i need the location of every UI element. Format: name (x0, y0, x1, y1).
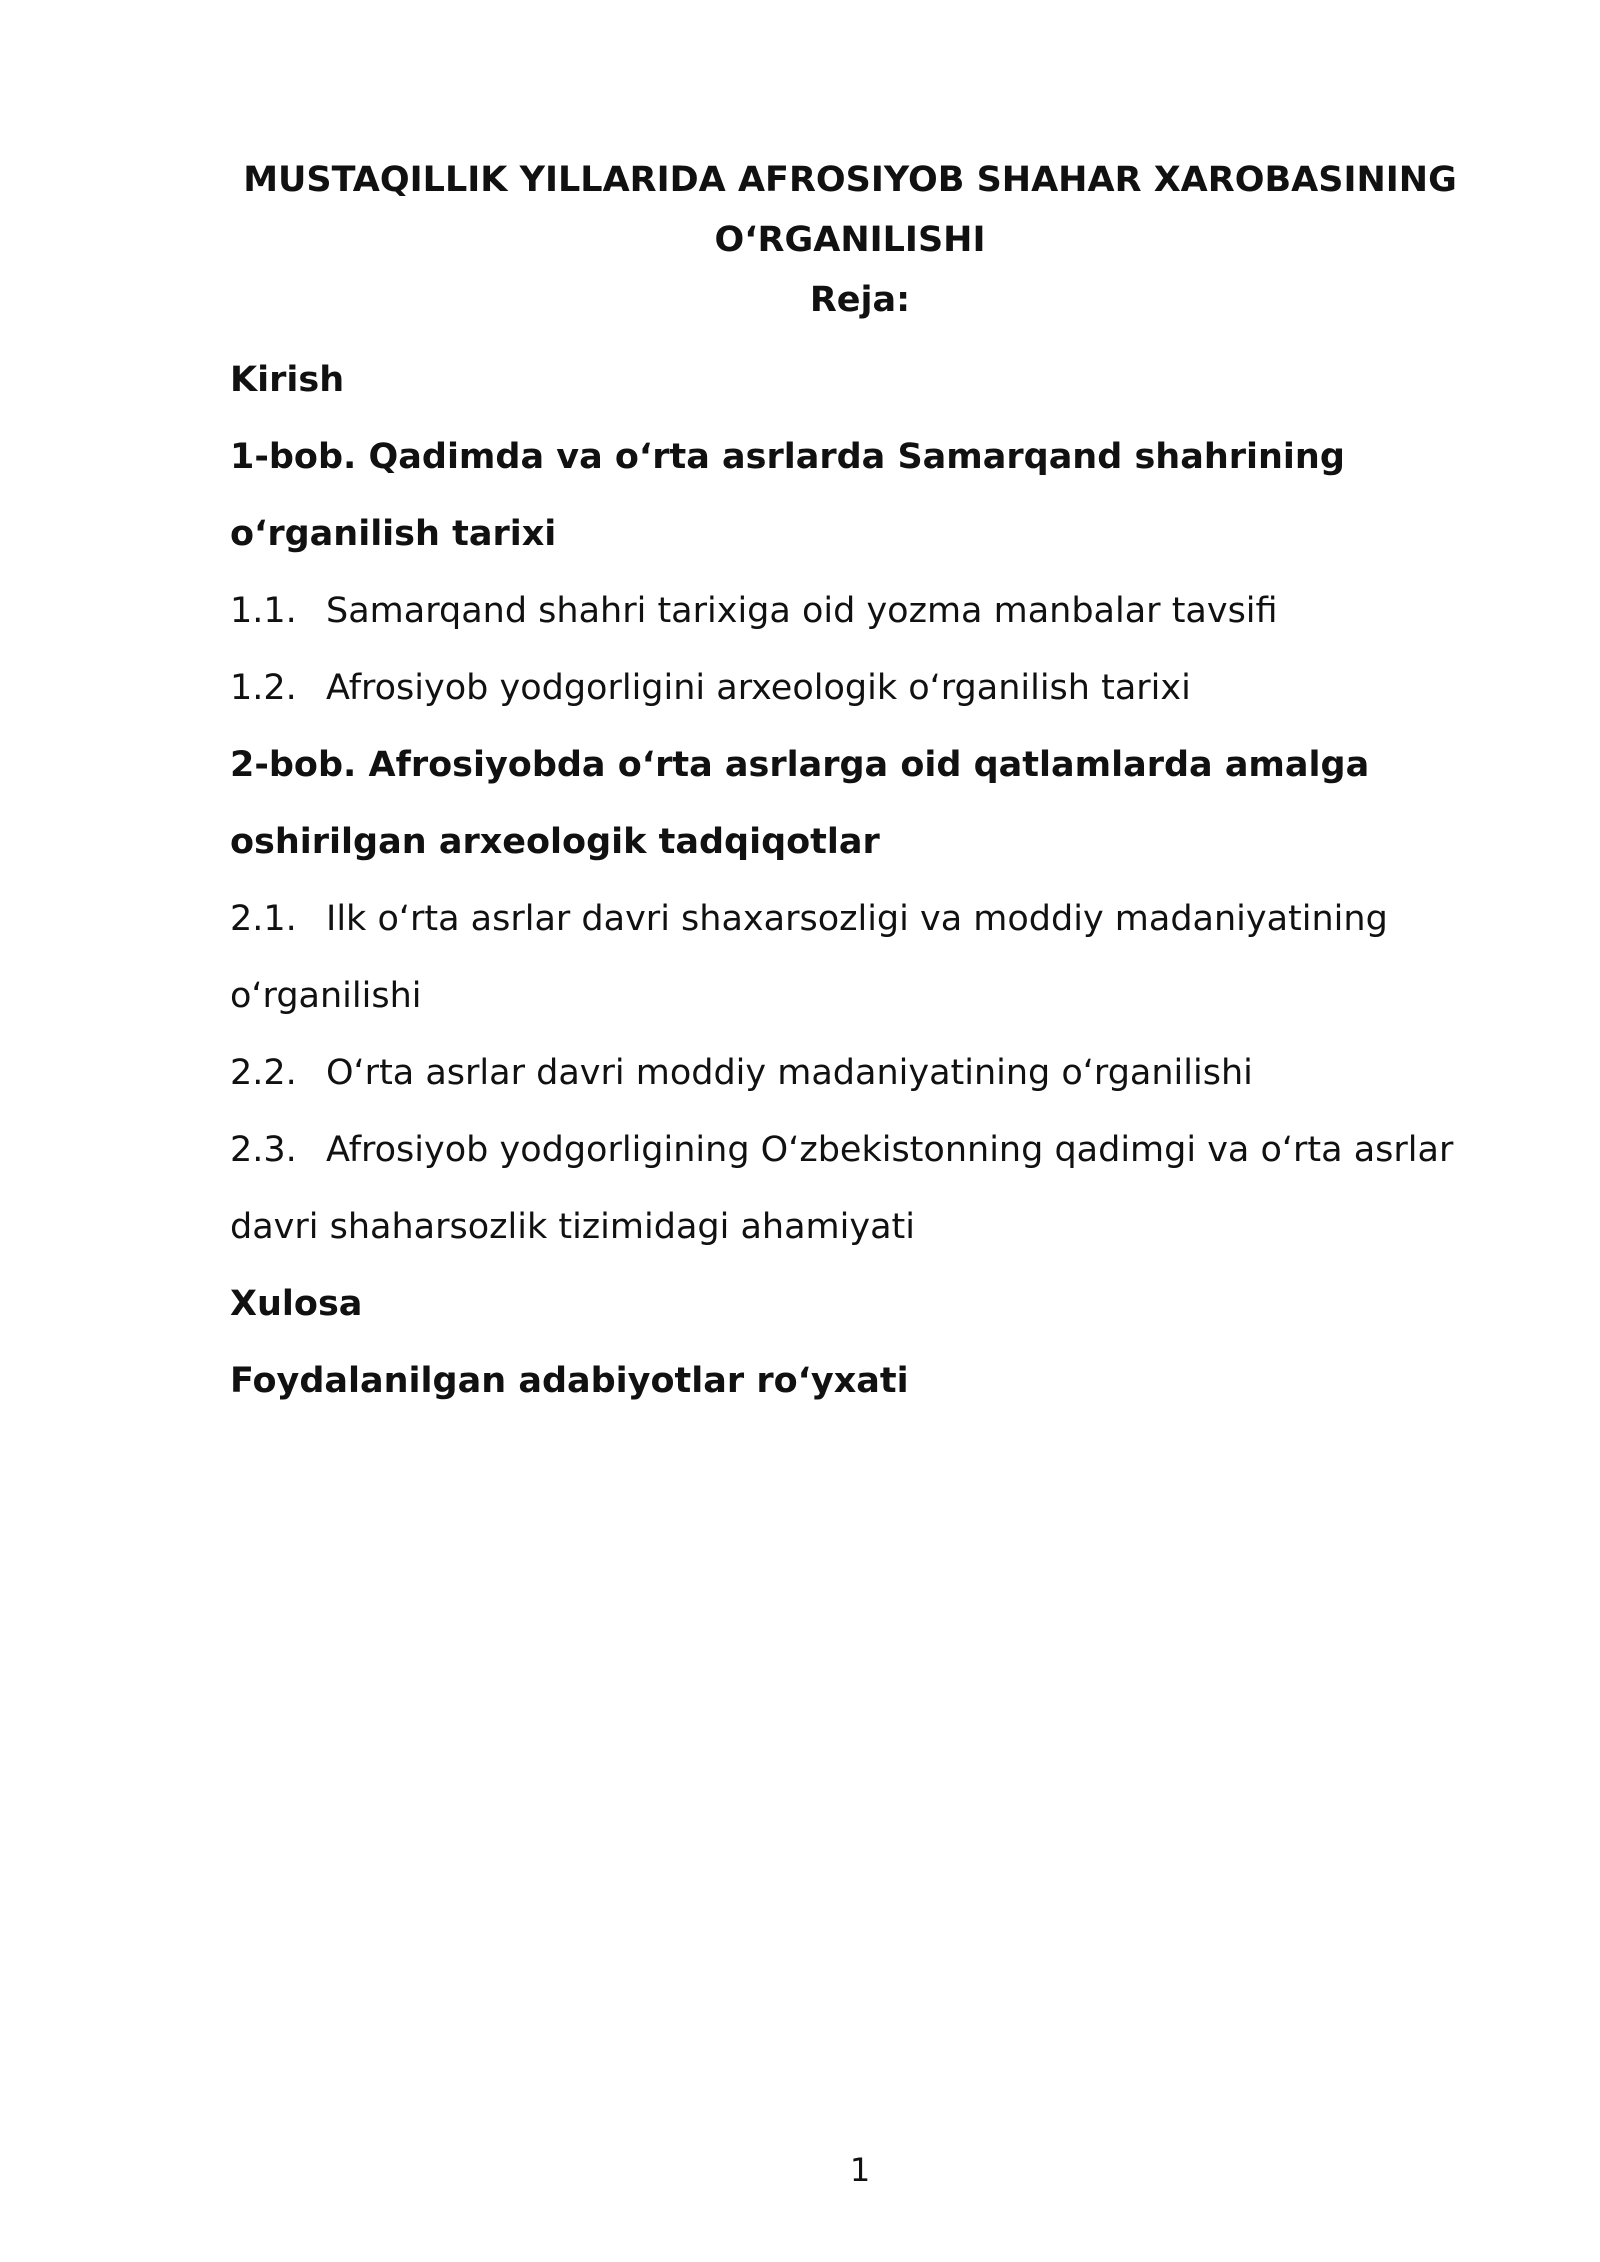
section-number: 2.3. (230, 1130, 297, 1170)
table-of-contents (230, 342, 1530, 1420)
section-title: Afrosiyob yodgorligining O‘zbekistonning qadimgi va o‘rta asrlar (326, 1130, 1454, 1170)
toc-section-1-1 (230, 573, 1530, 650)
section-number: 1.1. (230, 591, 297, 631)
section-title: O‘rta asrlar davri moddiy madaniyatining o‘rganilishi (326, 1053, 1253, 1093)
toc-chapter-1-line-2: o‘rganilish tarixi (230, 514, 557, 554)
section-title: Samarqand shahri tarixiga oid yozma manbalar tavsifi (326, 591, 1278, 631)
toc-chapter-2-line-1: 2-bob. Afrosiyobda o‘rta asrlarga oid qatlamlarda amalga (230, 745, 1370, 785)
title-line-1: MUSTAQILLIK YILLARIDA AFROSIYOB SHAHAR XAROBASINING (243, 160, 1457, 200)
toc-section-2-1 (230, 881, 1530, 958)
toc-chapter-1-line-1: 1-bob. Qadimda va o‘rta asrlarda Samarqand shahrining (230, 437, 1345, 477)
toc-section-2-3-continuation: davri shaharsozlik tizimidagi ahamiyati (230, 1207, 915, 1247)
section-title: Afrosiyob yodgorligini arxeologik o‘rganilish tarixi (326, 668, 1191, 708)
toc-references: Foydalanilgan adabiyotlar ro‘yxati (230, 1361, 909, 1401)
section-number: 1.2. (230, 668, 297, 708)
toc-conclusion: Xulosa (230, 1284, 363, 1324)
toc-section-1-2 (230, 650, 1530, 727)
section-number: 2.2. (230, 1053, 297, 1093)
page-number: 1 (849, 2151, 871, 2189)
document-title (160, 150, 1540, 270)
toc-chapter-2-line-2: oshirilgan arxeologik tadqiqotlar (230, 822, 880, 862)
title-line-2: O‘RGANILISHI (714, 220, 986, 260)
toc-section-2-3 (230, 1112, 1530, 1189)
plan-heading: Reja: (809, 280, 911, 320)
toc-introduction: Kirish (230, 360, 345, 400)
toc-section-2-1-continuation: o‘rganilishi (230, 976, 422, 1016)
toc-section-2-2 (230, 1035, 1530, 1112)
section-title: Ilk o‘rta asrlar davri shaxarsozligi va moddiy madaniyatining (326, 899, 1388, 939)
section-number: 2.1. (230, 899, 297, 939)
